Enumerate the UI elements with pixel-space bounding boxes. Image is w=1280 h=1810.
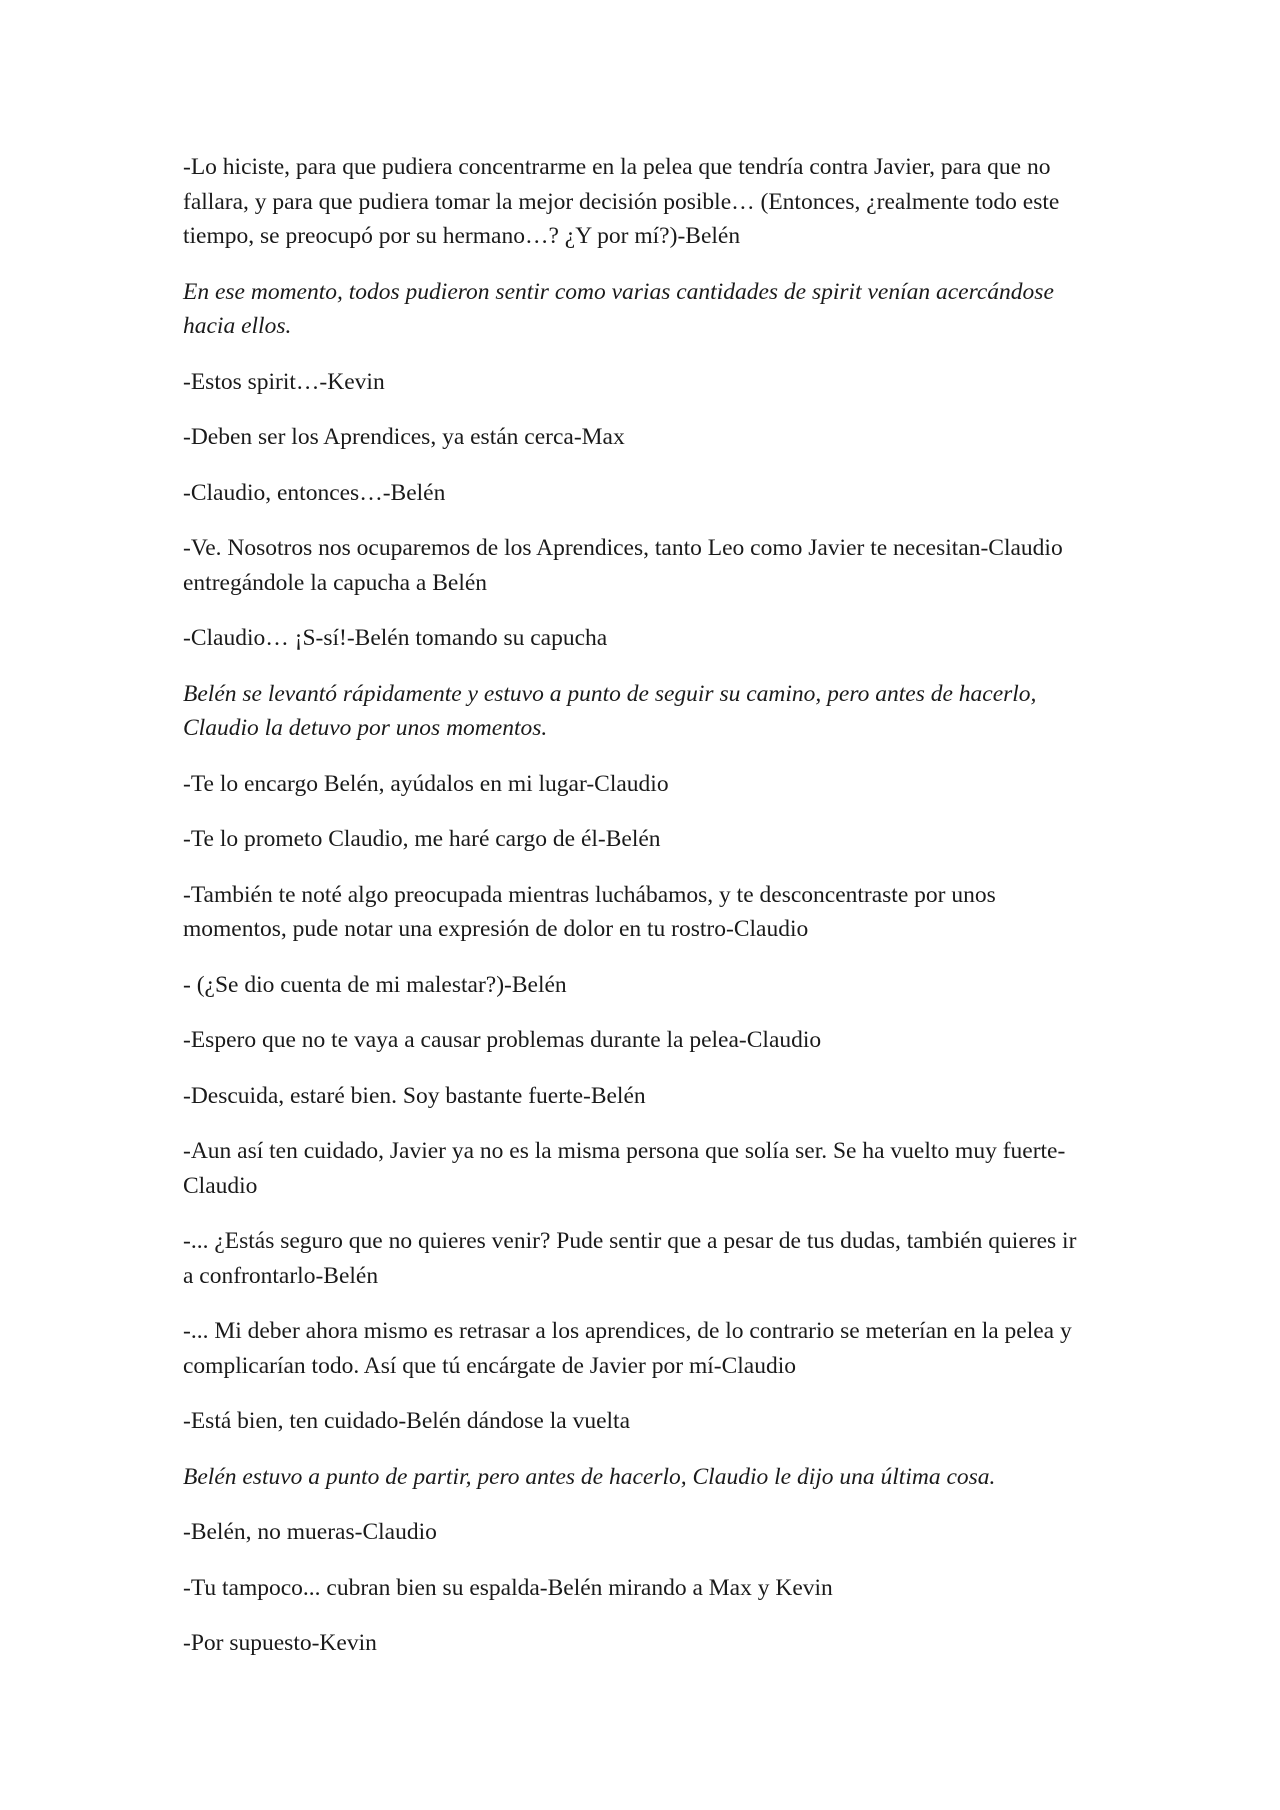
paragraph-dialogue: -Deben ser los Aprendices, ya están cerca-Max — [183, 424, 625, 450]
paragraph-dialogue: -Te lo prometo Claudio, me haré cargo de él-Belén — [183, 826, 661, 852]
paragraph-dialogue: - (¿Se dio cuenta de mi malestar?)-Belén — [183, 971, 567, 998]
paragraph-dialogue: -Lo hiciste, para que pudiera concentrarme en la pelea que tendría contra Javier, para que no fallara, y para que pudiera tomar la mejor decisión posible… (Entonces, ¿realmente todo este tiempo, se preocupó por su hermano…? ¿Y por mí?)-Belén — [183, 154, 1060, 249]
paragraph-narration: Belén se levantó rápidamente y estuvo a punto de seguir su camino, pero antes de hacerlo, Claudio la detuvo por unos momentos. — [183, 680, 1037, 741]
paragraph-dialogue: -Claudio, entonces…-Belén — [183, 479, 446, 506]
paragraph-dialogue: -Estos spirit…-Kevin — [183, 368, 385, 395]
paragraph-dialogue: -También te noté algo preocupada mientras luchábamos, y te desconcentraste por unos momentos, pude notar una expresión de dolor en tu rostro-Claudio — [183, 881, 996, 942]
paragraph-dialogue: -Tu tampoco... cubran bien su espalda-Belén mirando a Max y Kevin — [183, 1574, 833, 1601]
paragraph-dialogue: -Descuida, estaré bien. Soy bastante fuerte-Belén — [183, 1082, 646, 1109]
document-body — [183, 150, 1083, 1682]
paragraph-dialogue: -Está bien, ten cuidado-Belén dándose la vuelta — [183, 1408, 630, 1434]
paragraph-dialogue: -Aun así ten cuidado, Javier ya no es la misma persona que solía ser. Se ha vuelto muy fuerte-Claudio — [183, 1138, 1066, 1199]
paragraph-dialogue: -... ¿Estás seguro que no quieres venir? Pude sentir que a pesar de tus dudas, también quieres ir a confrontarlo-Belén — [183, 1228, 1077, 1289]
paragraph-dialogue: -... Mi deber ahora mismo es retrasar a los aprendices, de lo contrario se meterían en la pelea y complicarían todo. Así que tú encárgate de Javier por mí-Claudio — [183, 1318, 1072, 1379]
paragraph-dialogue: -Claudio… ¡S-sí!-Belén tomando su capucha — [183, 625, 608, 651]
paragraph-dialogue: -Te lo encargo Belén, ayúdalos en mi lugar-Claudio — [183, 770, 669, 797]
paragraph-dialogue: -Ve. Nosotros nos ocuparemos de los Aprendices, tanto Leo como Javier te necesitan-Claudio entregándole la capucha a Belén — [183, 535, 1063, 596]
paragraph-narration: En ese momento, todos pudieron sentir como varias cantidades de spirit venían acercándose hacia ellos. — [183, 278, 1054, 339]
paragraph-dialogue: -Por supuesto-Kevin — [183, 1630, 377, 1656]
paragraph-narration: Belén estuvo a punto de partir, pero antes de hacerlo, Claudio le dijo una última cosa. — [183, 1463, 996, 1490]
paragraph-dialogue: -Belén, no mueras-Claudio — [183, 1519, 437, 1545]
paragraph-dialogue: -Espero que no te vaya a causar problemas durante la pelea-Claudio — [183, 1027, 822, 1053]
